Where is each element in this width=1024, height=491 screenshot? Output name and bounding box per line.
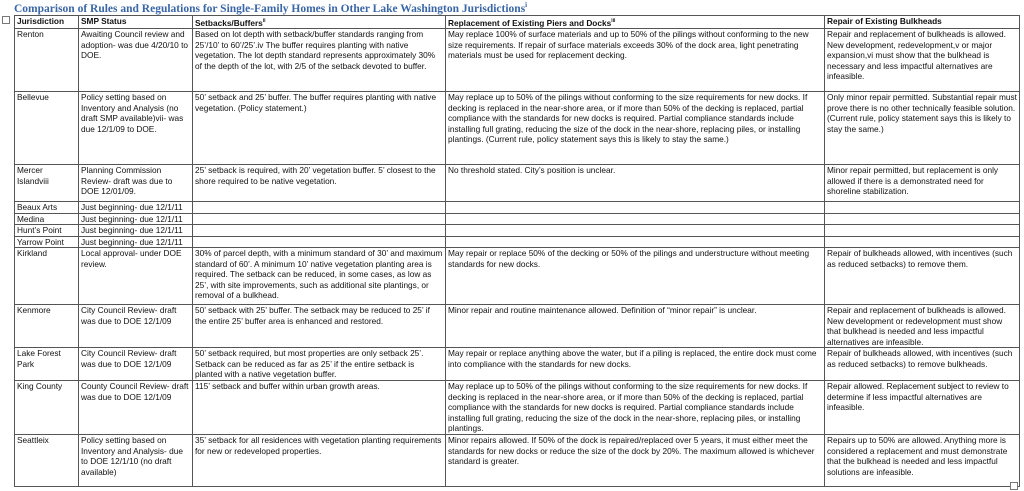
cell-jurisdiction: Medina xyxy=(15,213,79,225)
cell-jurisdiction: Lake Forest Park xyxy=(15,348,79,381)
cell-bulkheads: Minor repair permitted, but replacement is only allowed if there is a demonstrated need for shoreline stabilization. xyxy=(825,165,1020,202)
cell-piers: Minor repair and routine maintenance allowed. Definition of “minor repair” is unclear. xyxy=(446,305,825,348)
cell-jurisdiction: Renton xyxy=(15,29,79,92)
cell-bulkheads: Repairs up to 50% are allowed. Anything more is considered a replacement and must demonstrate that the bulkhead is needed and less impactful solutions are infeasible. xyxy=(825,435,1020,487)
cell-piers xyxy=(446,225,825,237)
header-piers: Replacement of Existing Piers and Docks$^{iii}$ xyxy=(446,16,825,29)
cell-setbacks: 35’ setback for all residences with vegetation planting requirements for new or redeveloped properties. xyxy=(193,435,446,487)
cell-jurisdiction: Mercer Islandviii xyxy=(15,165,79,202)
cell-setbacks: 25’ setback is required, with 20’ vegetation buffer. 5’ closest to the shore required to be native vegetation. xyxy=(193,165,446,202)
cell-setbacks: 30% of parcel depth, with a minimum standard of 30’ and maximum standard of 60’. A minimum 10’ native vegetation planting area is required. The setback can be reduced, in some cases, as low as 25’, with site improvements, such as additional site plantings, or removal of a bulkhead. xyxy=(193,248,446,305)
table-move-handle[interactable] xyxy=(2,16,10,24)
cell-jurisdiction: Yarrow Point xyxy=(15,236,79,248)
cell-bulkheads: Repair of bulkheads allowed, with incentives (such as reduced setbacks) to remove them. xyxy=(825,248,1020,305)
cell-piers: May replace up to 50% of the pilings without conforming to the size requirements for new docks. If decking is replaced in the near-shore area, or if more than 50% of the decking is replaced, partial compliance with the standards for new docks is required. Partial compliance standards include installing full grating, reducing the size of the dock in the near-shore, replacing piles, or installing plantings. xyxy=(446,381,825,435)
cell-jurisdiction: Seattleix xyxy=(15,435,79,487)
cell-setbacks xyxy=(193,225,446,237)
cell-piers: May repair or replace anything above the water, but if a piling is replaced, the entire dock must come into compliance with the standards for new docks. xyxy=(446,348,825,381)
cell-setbacks: Based on lot depth with setback/buffer standards ranging from 25’/10’ to 60’/25’.iv The buffer requires planting with native vegetation. The lot depth standard represents approximately 30% of the depth of the lot, with 2/5 of the setback devoted to buffer. xyxy=(193,29,446,92)
cell-bulkheads: Repair and replacement of bulkheads is allowed. New development or redevelopment must show that bulkhead is needed and less impactful alternatives are infeasible. xyxy=(825,305,1020,348)
table-row xyxy=(15,92,1020,165)
cell-piers xyxy=(446,202,825,214)
cell-jurisdiction: Beaux Arts xyxy=(15,202,79,214)
cell-status: Just beginning- due 12/1/11 xyxy=(79,213,193,225)
table-row xyxy=(15,248,1020,305)
table-row xyxy=(15,165,1020,202)
cell-setbacks: 50’ setback required, but most properties are only setback 25’. Setback can be reduced as far as 25’ if the entire setback is planted with a native vegetation buffer. xyxy=(193,348,446,381)
table-row xyxy=(15,29,1020,92)
cell-bulkheads: Repair allowed. Replacement subject to review to determine if less impactful alternatives are infeasible. xyxy=(825,381,1020,435)
title-text: Comparison of Rules and Regulations for Single-Family Homes in Other Lake Washington Jurisdictions xyxy=(14,2,526,15)
cell-piers: May replace 100% of surface materials and up to 50% of the pilings without conforming to the new size requirements. If repair of surface materials exceeds 30% of the dock area, light penetrating materials must be used for replacement decking. xyxy=(446,29,825,92)
cell-status: Just beginning- due 12/1/11 xyxy=(79,202,193,214)
title-footnote: i xyxy=(525,1,528,9)
cell-status: Local approval- under DOE review. xyxy=(79,248,193,305)
cell-jurisdiction: Bellevue xyxy=(15,92,79,165)
cell-bulkheads: Repair of bulkheads allowed, with incentives (such as reduced setbacks) to remove bulkheads. xyxy=(825,348,1020,381)
cell-setbacks: 50’ setback and 25’ buffer. The buffer requires planting with native vegetation. (Policy statement.) xyxy=(193,92,446,165)
table-row xyxy=(15,348,1020,381)
cell-setbacks: 50’ setback with 25’ buffer. The setback may be reduced to 25’ if the entire 25’ buffer area is enhanced and restored. xyxy=(193,305,446,348)
cell-jurisdiction: Hunt’s Point xyxy=(15,225,79,237)
cell-bulkheads xyxy=(825,225,1020,237)
cell-status: Just beginning- due 12/1/11 xyxy=(79,225,193,237)
table-row xyxy=(15,236,1020,248)
cell-piers: May replace up to 50% of the pilings without conforming to the size requirements for new docks. If decking is replaced in the near-shore area, or if more than 50% of the decking is replaced, partial compliance with the standards for new docks is required. Partial compliance standards include installing full grating, reducing the size of the dock in the near-shore, replacing piles, or installing plantings. (Current rule, policy statement says this is likely to stay the same.) xyxy=(446,92,825,165)
cell-status: City Council Review- draft was due to DOE 12/1/09 xyxy=(79,305,193,348)
header-smp-status: SMP Status xyxy=(79,16,193,29)
table-row xyxy=(15,305,1020,348)
setbacks-footnote: ii xyxy=(262,18,266,24)
cell-jurisdiction: King County xyxy=(15,381,79,435)
cell-setbacks xyxy=(193,213,446,225)
cell-bulkheads: Only minor repair permitted. Substantial repair must prove there is no other technically feasible solution. (Current rule, policy statement says this is likely to stay the same.) xyxy=(825,92,1020,165)
table-row xyxy=(15,435,1020,487)
cell-bulkheads xyxy=(825,236,1020,248)
cell-bulkheads: Repair and replacement of bulkheads is allowed. New development, redevelopment,v or major expansion,vi must show that the bulkhead is necessary and less impactful alternatives are infeasible. xyxy=(825,29,1020,92)
cell-bulkheads xyxy=(825,202,1020,214)
cell-status: City Council Review- draft was due to DOE 12/1/09 xyxy=(79,348,193,381)
cell-jurisdiction: Kenmore xyxy=(15,305,79,348)
cell-status: Planning Commission Review- draft was due to DOE 12/01/09. xyxy=(79,165,193,202)
cell-piers xyxy=(446,236,825,248)
cell-bulkheads xyxy=(825,213,1020,225)
table-row xyxy=(15,202,1020,214)
cell-piers: May repair or replace 50% of the decking or 50% of the pilings and understructure without meeting standards for new docks. xyxy=(446,248,825,305)
header-bulkheads: Repair of Existing Bulkheads xyxy=(825,16,1020,29)
table-resize-handle[interactable] xyxy=(1010,482,1018,490)
cell-status: Policy setting based on Inventory and Analysis- due to DOE 12/1/10 (no draft available) xyxy=(79,435,193,487)
cell-piers: Minor repairs allowed. If 50% of the dock is repaired/replaced over 5 years, it must either meet the standards for new docks or reduce the size of the dock by 20%. The maximum allowed is whichever standard is greater. xyxy=(446,435,825,487)
cell-status: Policy setting based on Inventory and Analysis (no draft SMP available)vii- was due 12/1/09 to DOE. xyxy=(79,92,193,165)
table-row xyxy=(15,225,1020,237)
cell-piers: No threshold stated. City’s position is unclear. xyxy=(446,165,825,202)
table-row xyxy=(15,213,1020,225)
cell-setbacks xyxy=(193,202,446,214)
cell-setbacks: 115’ setback and buffer within urban growth areas. xyxy=(193,381,446,435)
cell-status: Just beginning- due 12/1/11 xyxy=(79,236,193,248)
table-row xyxy=(15,381,1020,435)
header-setbacks: Setbacks/Buffers$^{ii}$ xyxy=(193,16,446,29)
cell-setbacks xyxy=(193,236,446,248)
cell-jurisdiction: Kirkland xyxy=(15,248,79,305)
cell-status: Awaiting Council review and adoption- was due 4/20/10 to DOE. xyxy=(79,29,193,92)
piers-footnote: iii xyxy=(611,18,616,24)
cell-status: County Council Review- draft was due to DOE 12/1/09 xyxy=(79,381,193,435)
cell-piers xyxy=(446,213,825,225)
header-jurisdiction: Jurisdiction xyxy=(15,16,79,29)
document-title xyxy=(14,1,527,15)
header-row xyxy=(15,16,1020,29)
comparison-table xyxy=(14,15,1020,487)
